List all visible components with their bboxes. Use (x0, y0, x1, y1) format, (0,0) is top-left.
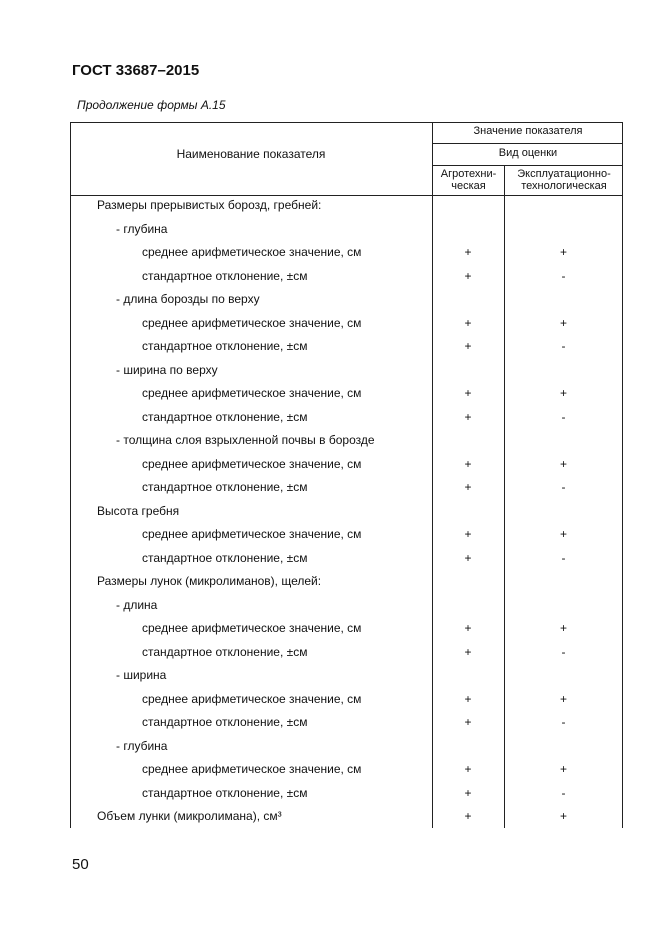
table-border-top (70, 122, 623, 123)
indicator-name: среднее арифметическое значение, см (142, 621, 362, 635)
table-row (70, 641, 623, 664)
indicator-name: - ширина по верху (116, 362, 218, 377)
table-row (70, 664, 623, 687)
exploit-value: - (561, 644, 566, 659)
table-row (70, 617, 623, 640)
indicator-name: среднее арифметическое значение, см (142, 762, 362, 776)
header-col-exploit: Эксплуатационно- технологическая (517, 168, 611, 192)
table-row (70, 735, 623, 758)
indicator-name: среднее арифметическое значение, см (142, 456, 362, 471)
exploit-value: + (559, 456, 567, 471)
table-row (70, 429, 623, 452)
exploit-value: + (559, 691, 567, 706)
table-row (70, 453, 623, 476)
table-row (70, 805, 623, 828)
table-row (70, 335, 623, 358)
indicator-name: Объем лунки (микролимана), см³ (97, 809, 282, 823)
header-assessment-type: Вид оценки (498, 147, 558, 159)
table-row (70, 570, 623, 593)
agro-value: + (464, 245, 472, 259)
table-row (70, 782, 623, 805)
exploit-value: - (561, 409, 566, 424)
exploit-value: - (561, 715, 566, 729)
exploit-value: - (561, 785, 566, 800)
agro-value: + (464, 339, 472, 353)
table-row (70, 218, 623, 241)
indicator-name: среднее арифметическое значение, см (142, 245, 362, 259)
indicator-name: - ширина (116, 668, 167, 682)
indicator-name: - глубина (116, 221, 168, 236)
agro-value: + (464, 691, 472, 706)
header-divider-assessment (432, 165, 623, 166)
exploit-value: + (559, 621, 567, 635)
indicator-name: среднее арифметическое значение, см (142, 315, 362, 330)
indicator-name: - толщина слоя взрыхленной почвы в борозде (116, 433, 375, 447)
indicator-name: среднее арифметическое значение, см (142, 527, 362, 541)
indicator-name: стандартное отклонение, ±см (142, 550, 308, 565)
agro-value: + (464, 762, 472, 776)
agro-value: + (464, 456, 472, 471)
indicator-name: - глубина (116, 738, 168, 753)
agro-value: + (464, 409, 472, 424)
table-row (70, 382, 623, 405)
table-row (70, 312, 623, 335)
indicator-name: стандартное отклонение, ±см (142, 785, 308, 800)
indicator-name: - длина (116, 597, 158, 612)
exploit-value: - (561, 339, 566, 353)
agro-value: + (464, 621, 472, 635)
agro-value: + (464, 315, 472, 330)
exploit-value: + (559, 245, 567, 259)
header-col-agro: Агротехни- ческая (440, 168, 497, 192)
indicator-name: среднее арифметическое значение, см (142, 691, 362, 706)
indicator-name: Размеры прерывистых борозд, гребней: (97, 198, 322, 212)
exploit-value: + (559, 386, 567, 400)
exploit-value: + (559, 809, 567, 823)
table-row (70, 265, 623, 288)
exploit-value: + (559, 762, 567, 776)
indicator-name: Размеры лунок (микролиманов), щелей: (97, 574, 322, 588)
indicator-name: стандартное отклонение, ±см (142, 268, 308, 283)
table-row (70, 500, 623, 523)
header-name-column: Наименование показателя (176, 147, 326, 161)
agro-value: + (464, 386, 472, 400)
table-row (70, 241, 623, 264)
exploit-value: + (559, 527, 567, 541)
indicator-name: стандартное отклонение, ±см (142, 409, 308, 424)
header-value-group: Значение показателя (473, 125, 583, 137)
agro-value: + (464, 809, 472, 823)
table-row (70, 711, 623, 734)
indicator-name: - длина борозды по верху (116, 292, 260, 306)
table-row (70, 476, 623, 499)
agro-value: + (464, 715, 472, 729)
agro-value: + (464, 550, 472, 565)
table-row (70, 194, 623, 217)
agro-value: + (464, 644, 472, 659)
exploit-value: - (561, 480, 566, 494)
exploit-value: - (561, 550, 566, 565)
agro-value: + (464, 268, 472, 283)
table-row (70, 594, 623, 617)
agro-value: + (464, 480, 472, 494)
exploit-value: - (561, 268, 566, 283)
indicator-name: стандартное отклонение, ±см (142, 339, 308, 353)
table-row (70, 688, 623, 711)
document-title: ГОСТ 33687–2015 (72, 62, 200, 79)
table-row (70, 288, 623, 311)
header-divider-group (432, 143, 623, 144)
indicators-table (70, 122, 623, 828)
table-row (70, 523, 623, 546)
exploit-value: + (559, 315, 567, 330)
table-row (70, 406, 623, 429)
indicator-name: стандартное отклонение, ±см (142, 644, 308, 659)
agro-value: + (464, 527, 472, 541)
indicator-name: среднее арифметическое значение, см (142, 386, 362, 400)
indicator-name: стандартное отклонение, ±см (142, 715, 308, 729)
indicator-name: стандартное отклонение, ±см (142, 480, 308, 494)
page-number: 50 (72, 856, 89, 873)
table-row (70, 547, 623, 570)
form-continuation-caption: Продолжение формы А.15 (77, 98, 226, 112)
table-row (70, 758, 623, 781)
agro-value: + (464, 785, 472, 800)
indicator-name: Высота гребня (97, 503, 180, 518)
table-row (70, 359, 623, 382)
